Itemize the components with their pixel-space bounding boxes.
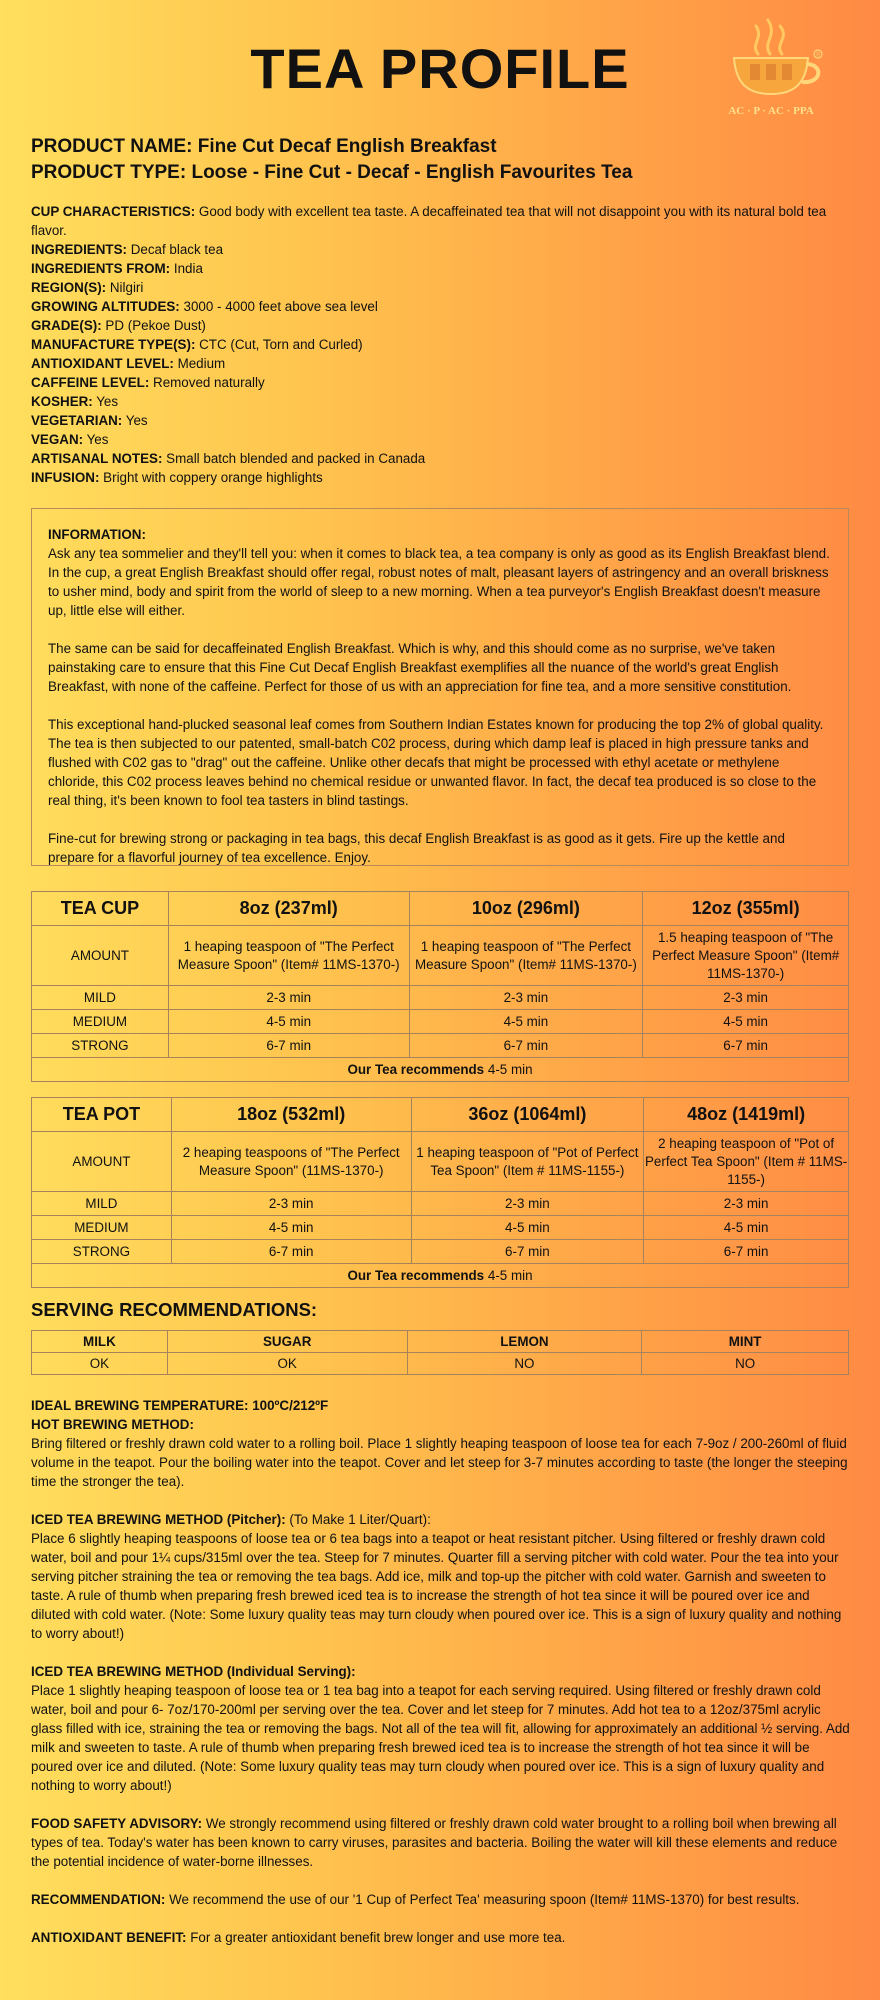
product-info [31,134,632,186]
row-label: STRONG [32,1240,172,1264]
spec-value: Yes [125,413,148,428]
table-header: TEA POT [32,1098,172,1132]
spec-line [31,354,851,373]
table-cell: 1 heaping teaspoon of "Pot of Perfect Tea Spoon" (Item # 11MS-1155-) [411,1132,644,1192]
table-cell: 6-7 min [411,1240,644,1264]
information-box [31,508,849,866]
table-cell: 6-7 min [644,1240,849,1264]
spec-label: INGREDIENTS FROM: [31,261,171,276]
table-cell: NO [407,1353,642,1375]
spec-label: VEGAN: [31,432,84,447]
spec-line [31,335,851,354]
table-cell: 4-5 min [644,1216,849,1240]
table-header-row [32,1098,849,1132]
table-cell: 1 heaping teaspoon of "The Perfect Measure Spoon" (Item# 11MS-1370-) [409,926,643,986]
spec-label: MANUFACTURE TYPE(S): [31,337,196,352]
table-cell: 6-7 min [171,1240,411,1264]
spec-value: Yes [86,432,109,447]
table-cell: 1.5 heaping teaspoon of "The Perfect Measure Spoon" (Item# 11MS-1370-) [643,926,849,986]
spec-line [31,259,851,278]
table-cell: 2 heaping teaspoon of "Pot of Perfect Tea Spoon" (Item # 11MS-1155-) [644,1132,849,1192]
table-header: 18oz (532ml) [171,1098,411,1132]
spec-label: ARTISANAL NOTES: [31,451,163,466]
table-header: MINT [642,1331,849,1353]
spec-label: INGREDIENTS: [31,242,127,257]
row-label: AMOUNT [32,926,169,986]
spec-value: PD (Pekoe Dust) [105,318,206,333]
spec-label: INFUSION: [31,470,100,485]
table-cell: 1 heaping teaspoon of "The Perfect Measure Spoon" (Item# 11MS-1370-) [168,926,409,986]
spec-value: Small batch blended and packed in Canada [166,451,426,466]
table-header: 48oz (1419ml) [644,1098,849,1132]
teacup-logo [706,14,836,124]
iced-pitcher-label: ICED TEA BREWING METHOD (Pitcher): [31,1512,286,1527]
table-row [32,1192,849,1216]
iced-single-label: ICED TEA BREWING METHOD (Individual Serving): [31,1664,356,1679]
spec-value: Good body with excellent tea taste. A decaffeinated tea that will not disappoint you with its natural bold tea flavor. [31,204,827,238]
recommend-cell [32,1058,849,1082]
page-title: TEA PROFILE [250,37,630,100]
spec-line [31,392,851,411]
spec-label: CUP CHARACTERISTICS: [31,204,196,219]
table-cell: 6-7 min [168,1034,409,1058]
table-cell: 2-3 min [171,1192,411,1216]
recommend-value: 4-5 min [487,1062,533,1077]
information-paragraph: Ask any tea sommelier and they'll tell you: when it comes to black tea, a tea company is only as good as its English Breakfast blend. In the cup, a great English Breakfast should offer regal, robust notes of malt, pleasant layers of astringency and an overall briskness to usher mind, body and spirit from the world of sleep to a new morning. When a tea purveyor's English Breakfast doesn't measure up, little else will either. [48,546,830,618]
spec-line [31,316,851,335]
recommend-cell [32,1264,849,1288]
serving-title: SERVING RECOMMENDATIONS: [31,1299,318,1320]
recommendation-text: We recommend the use of our '1 Cup of Perfect Tea' measuring spoon (Item# 11MS-1370) for best results. [169,1892,800,1907]
spec-line [31,449,851,468]
table-row [32,986,849,1010]
table-header: TEA CUP [32,892,169,926]
spec-value: 3000 - 4000 feet above sea level [183,299,378,314]
table-row [32,1353,849,1375]
antioxidant-label: ANTIOXIDANT BENEFIT: [31,1930,187,1945]
spec-label: VEGETARIAN: [31,413,123,428]
antioxidant-benefit [31,1928,851,1947]
spec-value: Medium [177,356,226,371]
product-type: Loose - Fine Cut - Decaf - English Favourites Tea [191,162,633,183]
table-cell: 4-5 min [411,1216,644,1240]
table-header: LEMON [407,1331,642,1353]
table-cell: 6-7 min [643,1034,849,1058]
table-cell: OK [32,1353,168,1375]
table-cell: NO [642,1353,849,1375]
spec-label: GROWING ALTITUDES: [31,299,180,314]
table-header: 8oz (237ml) [168,892,409,926]
row-label: AMOUNT [32,1132,172,1192]
hot-method-label: HOT BREWING METHOD: [31,1417,194,1432]
table-cell: 6-7 min [409,1034,643,1058]
iced-single-text: Place 1 slightly heaping teaspoon of loose tea or 1 tea bag into a teapot for each serving required. Using filtered or freshly drawn cold water, boil and pour 6- 7oz/170-200ml per serving over the tea. Cover and let steep for 7 minutes. Add hot tea to a 12oz/375ml acrylic glass filled with ice, straining the tea or removing the bags. Not all of the tea will fit, allowing for approximately an additional ½ serving. Add milk and sweeten to taste. A rule of thumb when preparing fresh brewed iced tea is to increase the strength of hot tea since it will be poured over ice and diluted. (Note: Some luxury quality teas may turn cloudy when poured over ice. This is a sign of luxury quality and nothing to worry about!) [31,1683,850,1793]
tea-cup-table [31,891,849,1082]
table-row [32,1240,849,1264]
serving-table [31,1330,849,1375]
spec-line [31,373,851,392]
table-row [32,1010,849,1034]
product-name: Fine Cut Decaf English Breakfast [197,136,497,157]
brewing-section [31,1396,851,1966]
table-cell: 2-3 min [409,986,643,1010]
recommendation-label: RECOMMENDATION: [31,1892,166,1907]
spec-label: REGION(S): [31,280,107,295]
information-heading: INFORMATION: [48,527,146,542]
table-header-row [32,1331,849,1353]
spec-value: India [173,261,203,276]
logo-text: AC · P · AC · PPA [728,105,814,117]
row-label: MEDIUM [32,1216,172,1240]
recommend-row [32,1264,849,1288]
row-label: MEDIUM [32,1010,169,1034]
spec-list [31,202,851,487]
table-header: 10oz (296ml) [409,892,643,926]
iced-pitcher-text: Place 6 slightly heaping teaspoons of loose tea or 6 tea bags into a teapot or heat resistant pitcher. Using filtered or freshly drawn cold water, boil and pour 1¼ cups/315ml over the tea. Steep for 7 minutes. Quarter fill a serving pitcher with cold water. Pour the tea into your serving pitcher straining the tea or removing the tea bags. Add ice, milk and top-up the pitcher with cold water. Garnish and sweeten to taste. A rule of thumb when preparing fresh brewed iced tea is to increase the strength of hot tea since it will be poured over ice and diluted with cold water. (Note: Some luxury quality teas may turn cloudy when poured over ice. This is a sign of luxury quality and nothing to worry about!) [31,1531,842,1641]
spec-value: Removed naturally [153,375,265,390]
product-name-label: PRODUCT NAME: [31,136,193,157]
spec-label: GRADE(S): [31,318,102,333]
table-row [32,1216,849,1240]
table-cell: 2-3 min [644,1192,849,1216]
spec-line [31,468,851,487]
food-safety-text: We strongly recommend using filtered or freshly drawn cold water brought to a rolling boil when brewing all types of tea. Today's water has been known to carry viruses, parasites and bacteria. Boiling the water will kill these elements and reduce the potential incidence of water-borne illnesses. [31,1816,838,1869]
spec-line [31,278,851,297]
brewing-temperature: IDEAL BREWING TEMPERATURE: 100ºC/212ºF [31,1398,329,1413]
spec-value: Decaf black tea [130,242,224,257]
table-cell: 2 heaping teaspoons of "The Perfect Measure Spoon" (11MS-1370-) [171,1132,411,1192]
food-safety-label: FOOD SAFETY ADVISORY: [31,1816,203,1831]
iced-pitcher-sub: (To Make 1 Liter/Quart): [289,1512,431,1527]
recommend-label: Our Tea recommends [347,1062,485,1077]
recommendation [31,1890,851,1909]
food-safety [31,1814,851,1871]
spec-line [31,240,851,259]
table-header: 36oz (1064ml) [411,1098,644,1132]
spec-label: KOSHER: [31,394,93,409]
row-label: STRONG [32,1034,169,1058]
spec-value: Yes [96,394,119,409]
table-header: MILK [32,1331,168,1353]
row-label: MILD [32,986,169,1010]
table-cell: OK [167,1353,407,1375]
spec-value: CTC (Cut, Torn and Curled) [199,337,363,352]
spec-value: Nilgiri [109,280,144,295]
information-paragraph: Fine-cut for brewing strong or packaging in tea bags, this decaf English Breakfast is as good as it gets. Fire up the kettle and prepare for a flavorful journey of tea excellence. Enjoy. [48,831,785,865]
table-cell: 4-5 min [168,1010,409,1034]
table-row [32,1034,849,1058]
table-row [32,1132,849,1192]
spec-line [31,202,851,240]
information-paragraph: The same can be said for decaffeinated English Breakfast. Which is why, and this should come as no surprise, we've taken painstaking care to ensure that this Fine Cut Decaf English Breakfast exemplifies all the nuance of the world's great English Breakfast, with none of the caffeine. Perfect for those of us with an appreciation for fine tea, and a more sensitive constitution. [48,641,792,694]
row-label: MILD [32,1192,172,1216]
product-type-line [31,160,632,186]
table-header: SUGAR [167,1331,407,1353]
table-row [32,926,849,986]
spec-line [31,411,851,430]
recommend-label: Our Tea recommends [347,1268,485,1283]
table-header: 12oz (355ml) [643,892,849,926]
spec-label: ANTIOXIDANT LEVEL: [31,356,174,371]
product-type-label: PRODUCT TYPE: [31,162,187,183]
table-cell: 2-3 min [168,986,409,1010]
table-cell: 4-5 min [643,1010,849,1034]
registered-mark: ® [815,52,821,59]
spec-value: Bright with coppery orange highlights [103,470,323,485]
table-cell: 2-3 min [643,986,849,1010]
table-cell: 4-5 min [171,1216,411,1240]
product-name-line [31,134,632,160]
spec-line [31,430,851,449]
table-cell: 4-5 min [409,1010,643,1034]
recommend-row [32,1058,849,1082]
recommend-value: 4-5 min [487,1268,533,1283]
tea-pot-table [31,1097,849,1288]
information-paragraph: This exceptional hand-plucked seasonal leaf comes from Southern Indian Estates known for producing the top 2% of global quality. The tea is then subjected to our patented, small-batch C02 process, during which damp leaf is placed in high pressure tanks and flushed with C02 gas to "drag" out the caffeine. Unlike other decafs that might be processed with ethyl acetate or methylene chloride, this C02 process leaves behind no chemical residue or unwanted flavor. In fact, the decaf tea produced is so close to the real thing, it's been known to fool tea tasters in blind tastings. [48,717,824,808]
antioxidant-text: For a greater antioxidant benefit brew longer and use more tea. [190,1930,566,1945]
hot-method-text: Bring filtered or freshly drawn cold water to a rolling boil. Place 1 slightly heaping teaspoon of loose tea for each 7-9oz / 200-260ml of fluid volume in the teapot. Pour the boiling water into the teapot. Cover and let steep for 3-7 minutes according to taste (the longer the steeping time the stronger the tea). [31,1436,848,1489]
spec-line [31,297,851,316]
table-header-row [32,892,849,926]
table-cell: 2-3 min [411,1192,644,1216]
spec-label: CAFFEINE LEVEL: [31,375,150,390]
